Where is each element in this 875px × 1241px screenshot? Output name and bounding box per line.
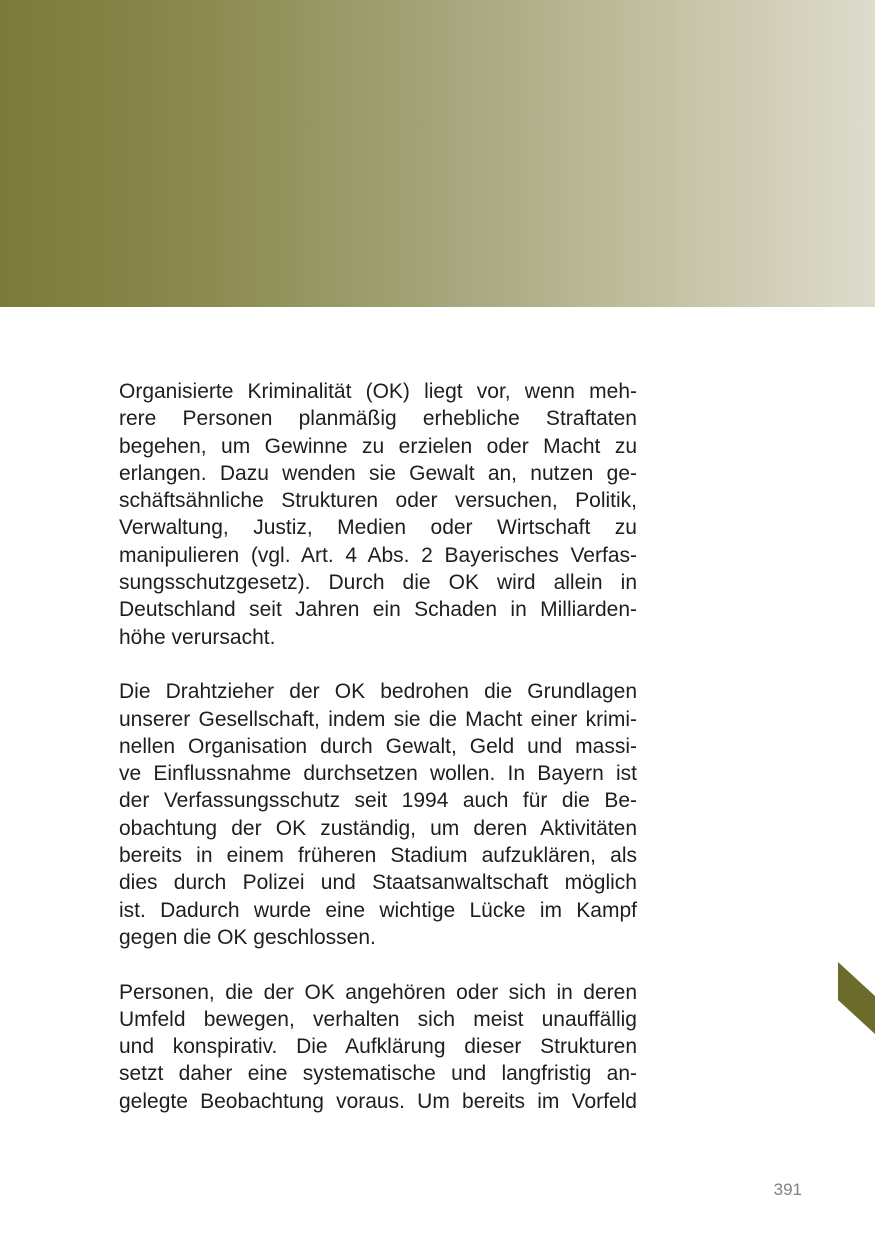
text-line: Verwaltung, Justiz, Medien oder Wirtschaft zu	[119, 516, 637, 540]
text-line: erlangen. Dazu wenden sie Gewalt an, nutzen ge-	[119, 461, 637, 485]
paragraph-1	[119, 378, 637, 651]
text-line: setzt daher eine systematische und langfristig an-	[119, 1062, 637, 1086]
text-line: ve Einflussnahme durchsetzen wollen. In Bayern ist	[119, 762, 637, 786]
text-line: der Verfassungsschutz seit 1994 auch für die Be-	[119, 789, 637, 813]
chapter-tab-shape	[838, 962, 875, 1034]
text-line: gelegte Beobachtung voraus. Um bereits im Vorfeld	[119, 1089, 637, 1113]
text-line: obachtung der OK zuständig, um deren Aktivitäten	[119, 816, 637, 840]
text-line: rere Personen planmäßig erhebliche Straftaten	[119, 407, 637, 431]
text-line: unserer Gesellschaft, indem sie die Macht einer krimi-	[119, 707, 637, 731]
page-number: 391	[773, 1180, 802, 1199]
paragraph-2	[119, 678, 637, 951]
text-line: Die Drahtzieher der OK bedrohen die Grundlagen	[119, 680, 637, 704]
text-line: und konspirativ. Die Aufklärung dieser Strukturen	[119, 1035, 637, 1059]
text-line: bereits in einem früheren Stadium aufzuklären, als	[119, 844, 637, 868]
text-line: gegen die OK geschlossen.	[119, 925, 376, 949]
text-line: Umfeld bewegen, verhalten sich meist unauffällig	[119, 1007, 637, 1031]
paragraph-3	[119, 979, 637, 1115]
header-color-band	[0, 0, 875, 307]
text-line: schäftsähnliche Strukturen oder versuchen, Politik,	[119, 489, 637, 513]
text-line: Deutschland seit Jahren ein Schaden in Milliarden-	[119, 598, 637, 622]
text-line: nellen Organisation durch Gewalt, Geld und massi-	[119, 734, 637, 758]
text-line: begehen, um Gewinne zu erzielen oder Macht zu	[119, 434, 637, 458]
chapter-tab-marker	[838, 962, 875, 1034]
body-text	[119, 378, 637, 1115]
text-line: manipulieren (vgl. Art. 4 Abs. 2 Bayerisches Verfas-	[119, 543, 637, 567]
text-line: Organisierte Kriminalität (OK) liegt vor, wenn meh-	[119, 380, 637, 403]
text-line: sungsschutzgesetz). Durch die OK wird allein in	[119, 571, 637, 595]
text-line: ist. Dadurch wurde eine wichtige Lücke im Kampf	[119, 898, 637, 922]
text-line: Personen, die der OK angehören oder sich in deren	[119, 980, 637, 1004]
text-line: dies durch Polizei und Staatsanwaltschaft möglich	[119, 871, 637, 895]
text-line: höhe verursacht.	[119, 625, 276, 649]
